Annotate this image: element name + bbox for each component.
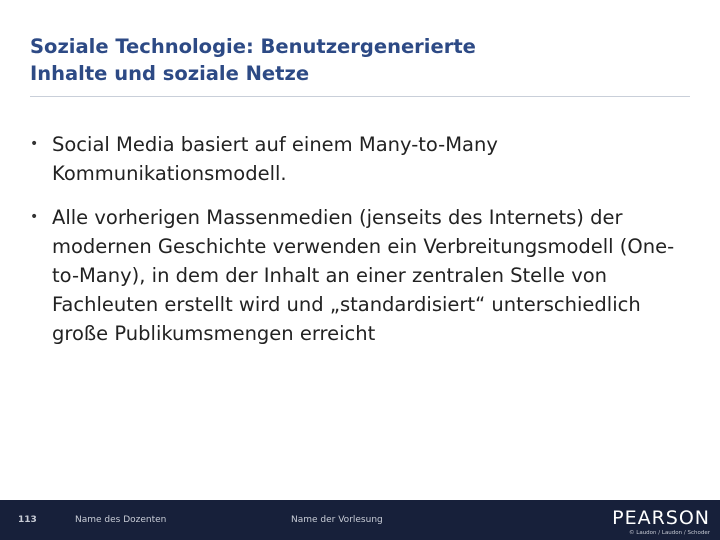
slide-title-line-2: Inhalte und soziale Netze (30, 62, 310, 85)
title-divider (30, 96, 690, 97)
lecturer-name: Name des Dozenten (75, 515, 167, 525)
course-name: Name der Vorlesung (291, 515, 383, 525)
bullet-dot-icon: • (30, 209, 39, 225)
slide-title-line-1: Soziale Technologie: Benutzergenerierte (30, 35, 476, 58)
pearson-logo-block (595, 500, 710, 540)
bullet-item (30, 203, 680, 348)
bullet-item (30, 130, 680, 188)
pearson-logo: PEARSON (612, 507, 710, 529)
footer-bar (0, 500, 720, 540)
bullet-text: Social Media basiert auf einem Many-to-Many Kommunikationsmodell. (52, 133, 498, 185)
bullet-text: Alle vorherigen Massenmedien (jenseits des Internets) der modernen Geschichte verwenden ein Verbreitungsmodell (One-to-Many), in dem der Inhalt an einer zentralen Stelle von Fachleuten erstellt wird und „standardisiert“ unterschiedlich große Publikumsmengen erreicht (52, 206, 675, 345)
copyright-text: © Laudon / Laudon / Schoder (629, 530, 710, 536)
bullet-list (30, 130, 680, 363)
page-number: 113 (18, 515, 37, 525)
slide-title (30, 33, 670, 87)
bullet-dot-icon: • (30, 136, 39, 152)
